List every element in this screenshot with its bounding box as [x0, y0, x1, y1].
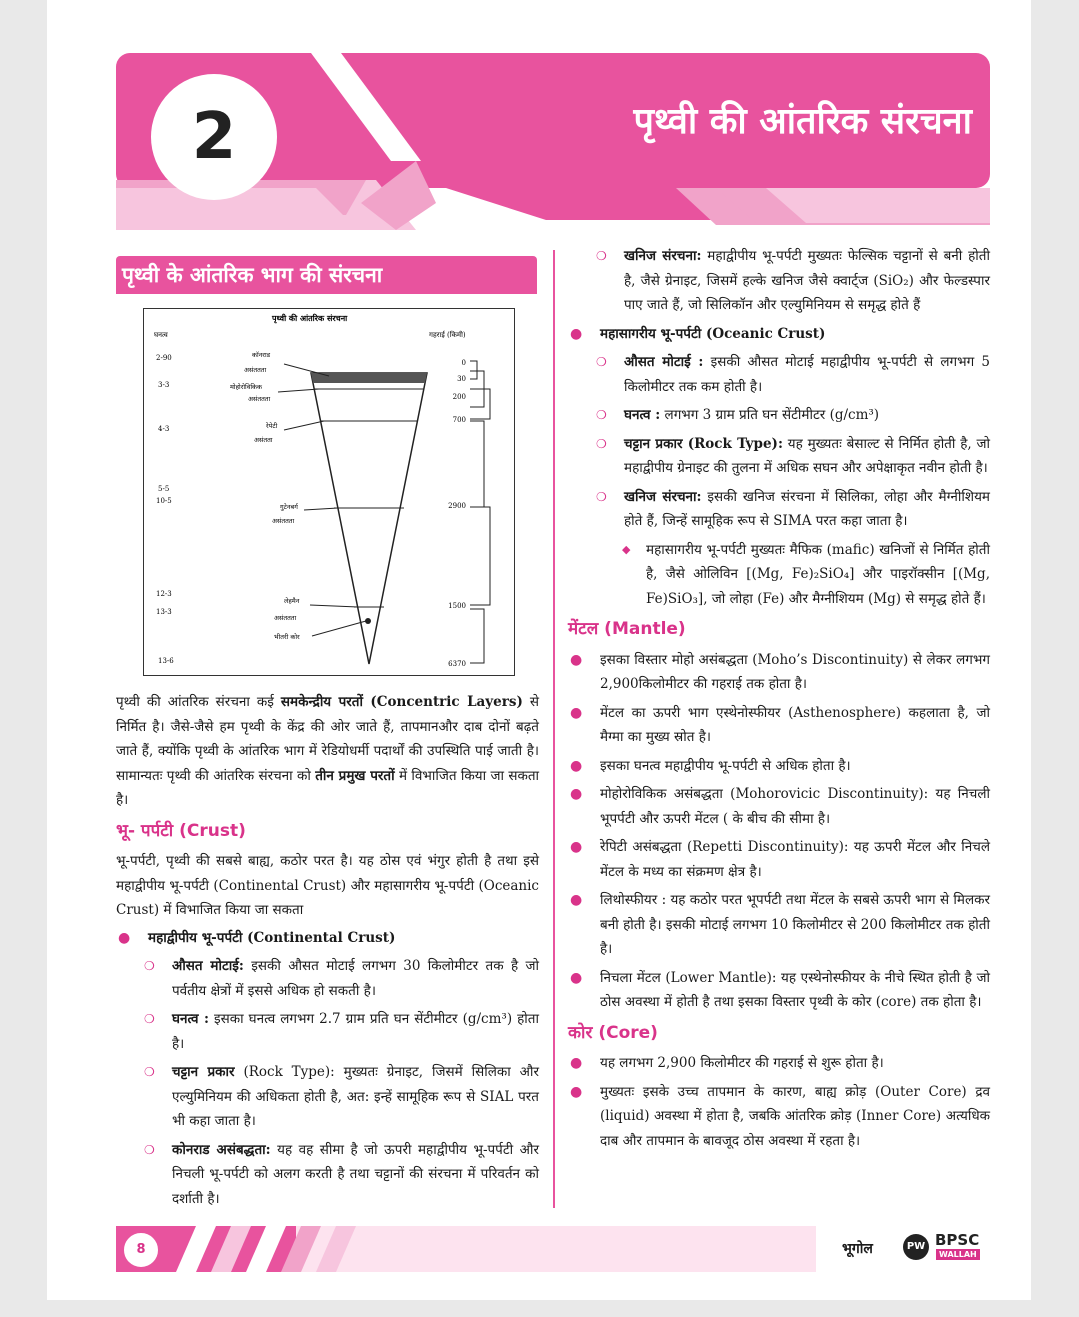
crust-heading: भू- पर्पटी (Crust) — [116, 820, 246, 841]
depth-value: 1500 — [448, 602, 466, 610]
earth-structure-figure — [143, 308, 515, 676]
mantle-heading: मेंटल (Mantle) — [568, 619, 686, 639]
depth-value: 2900 — [448, 502, 466, 510]
list-item: ● इसका घनत्व महाद्वीपीय भू-पर्पटी से अधिक होता है। — [570, 757, 851, 774]
list-item: ❍ औसत मोटाई: इसकी औसत मोटाई लगभग 30 किलोमीटर तक है जो पर्वतीय क्षेत्रों में इससे अधिक हो सकती है। — [144, 958, 539, 999]
label-disc: असंततता — [248, 395, 271, 403]
density-value: 12-3 — [156, 590, 172, 598]
list-item: ❍ चट्टान प्रकार (Rock Type): मुख्यतः ग्रेनाइट, जिसमें सिलिका और एल्युमिनियम की अधिकता होती है, अत: इन्हें सामूहिक रूप से SIAL परत भी कहा जाता है। — [144, 1064, 539, 1129]
list-item: ● लिथोस्फीयर : यह कठोर परत भूपर्पटी तथा मेंटल के सबसे ऊपरी भाग से मिलकर बनी होती है। इसकी मोटाई लगभग 10 किलोमीटर से 200 किलोमीटर तक होती है। — [570, 892, 990, 957]
density-values — [156, 354, 174, 665]
density-value: 13-3 — [156, 608, 172, 616]
label-lehmann: लेहमैन — [284, 597, 300, 605]
label-inner-core: भीतरी कोर — [274, 633, 300, 641]
column-divider — [553, 250, 555, 1208]
list-item: ● रेपिटी असंबद्धता (Repetti Discontinuity): यह ऊपरी मेंटल और निचले मेंटल के मध्य का संक्रमण क्षेत्र है। — [570, 839, 990, 880]
figure-title: पृथ्वी की आंतरिक संरचना — [272, 313, 348, 323]
page-number: 8 — [124, 1233, 158, 1267]
crust-intro: भू-पर्पटी, पृथ्वी की सबसे बाह्य, कठोर परत है। यह ठोस एवं भंगुर होती है तथा इसे महाद्वीपीय भू-पर्पटी (Continental Crust) और महासागरीय भू-पर्पटी (Oceanic Crust) में विभाजित किया जा सकता — [116, 853, 539, 918]
intro-paragraph: पृथ्वी की आंतरिक संरचना कई समकेन्द्रीय परतों (Concentric Layers) से निर्मित है। जैसे-जैसे हम पृथ्वी के केंद्र की ओर जाते हैं, तापमानऔर दाब दोनों बढ़ते जाते हैं, क्योंकि पृथ्वी के आंतरिक भाग में रेडियोधर्मी पदार्थों की उपस्थिति पाई जाती है। सामान्यतः पृथ्वी की आंतरिक संरचना को तीन प्रमुख परतों में विभाजित किया जा सकता है। — [116, 694, 540, 808]
list-item: ◆ महासागरीय भू-पर्पटी मुख्यतः मैफिक (mafic) खनिजों से निर्मित होती है, जैसे ओलिविन [(Mg, Fe)₂SiO₄] और पाइरॉक्सीन [(Mg, Fe)SiO₃], जो लोहा (Fe) और मैग्नीशियम (Mg) से समृद्ध होते हैं। — [622, 541, 990, 607]
list-item: ❍ औसत मोटाई : इसकी औसत मोटाई महाद्वीपीय भू-पर्पटी से लगभग 5 किलोमीटर तक कम होती है। — [596, 354, 991, 395]
depth-value: 700 — [452, 416, 466, 424]
list-item: ● महाद्वीपीय भू-पर्पटी (Continental Crust) — [118, 929, 396, 946]
depth-value: 30 — [457, 375, 466, 383]
density-value: 3-3 — [158, 381, 170, 389]
depth-value: 6370 — [448, 660, 466, 668]
list-item: ● इसका विस्तार मोहो असंबद्धता (Moho’s Discontinuity) से लेकर लगभग 2,900किलोमीटर की गहराई तक होता है। — [570, 651, 990, 692]
right-column — [568, 244, 990, 1157]
label-gutenberg: गुटेनबर्ग — [280, 503, 298, 511]
crust-layer — [311, 373, 427, 383]
chapter-number: 2 — [151, 74, 277, 200]
left-column — [116, 690, 539, 1215]
brand-sub: WALLAH — [936, 1249, 980, 1260]
label-conrad: कॉनराड — [252, 351, 271, 359]
density-value: 10-5 — [156, 497, 172, 505]
depth-label: गहराई (किमी) — [429, 331, 466, 339]
list-item: ❍ कोनराड असंबद्धता: यह वह सीमा है जो ऊपरी महाद्वीपीय भू-पर्पटी और निचली भू-पर्पटी को अलग करती है तथा चट्टानों की संरचना में परिवर्तन को दर्शाती है। — [144, 1141, 539, 1207]
density-value: 4-3 — [158, 425, 170, 433]
density-value: 13-6 — [158, 657, 174, 665]
label-disc: असंततता — [274, 614, 297, 622]
list-item: ● निचला मेंटल (Lower Mantle): यह एस्थेनोस्फीयर के नीचे स्थित होती है जो ठोस अवस्था में होती है तथा इसका विस्तार पृथ्वी के कोर (core) तक होता है। — [570, 969, 990, 1010]
depth-value: 0 — [461, 359, 466, 367]
list-item: ❍ घनत्व : इसका घनत्व लगभग 2.7 ग्राम प्रति घन सेंटीमीटर (g/cm³) होता है। — [144, 1011, 539, 1052]
label-disc: असंततता — [244, 366, 267, 374]
depth-value: 200 — [452, 393, 466, 401]
label-repetti: रेपेटी — [266, 422, 278, 430]
list-item: ❍ खनिज संरचना: महाद्वीपीय भू-पर्पटी मुख्यतः फेल्सिक चट्टानों से बनी होती है, जैसे ग्रेनाइट, जिसमें हल्के खनिज जैसे क्वार्ट्ज (SiO₂) और फेल्डस्पार पाए जाते हैं, जो सिलिकॉन और एल्युमिनियम से समृद्ध होते हैं — [596, 248, 990, 313]
list-item: ❍ खनिज संरचना: इसकी खनिज संरचना में सिलिका, लोहा और मैग्नीशियम होते हैं, जिन्हें सामूहिक रूप से SIMA परत कहा जाता है। — [596, 488, 990, 529]
list-item: ❍ चट्टान प्रकार (Rock Type): यह मुख्यतः बेसाल्ट से निर्मित होती है, जो महाद्वीपीय ग्रेनाइट की तुलना में अधिक सघन और अपेक्षाकृत नवीन होती है। — [596, 435, 991, 476]
density-value: 5-5 — [158, 485, 170, 493]
chapter-title: पृथ्वी की आंतरिक संरचना — [633, 101, 972, 142]
list-item: ● मोहोरोविकिक असंबद्धता (Mohorovicic Discontinuity): यह निचली भूपर्पटी और ऊपरी मेंटल ( के बीच की सीमा है। — [570, 786, 990, 827]
list-item: ● मेंटल का ऊपरी भाग एस्थेनोस्फीयर (Asthenosphere) कहलाता है, जो मैग्मा का मुख्य स्रोत है। — [570, 704, 990, 745]
label-disc: असंतता — [254, 436, 273, 444]
brand-logo: BPSC — [935, 1231, 980, 1249]
label-moho: मोहोरोविकिक — [230, 383, 263, 391]
list-item: ● महासागरीय भू-पर्पटी (Oceanic Crust) — [570, 325, 826, 342]
section-heading: पृथ्वी के आंतरिक भाग की संरचना — [116, 256, 537, 294]
footer-subject: भूगोल — [842, 1241, 873, 1257]
pw-logo: PW — [903, 1234, 929, 1260]
density-value: 2-90 — [156, 354, 172, 362]
label-disc: असंततता — [272, 517, 295, 525]
core-heading: कोर (Core) — [568, 1022, 658, 1043]
list-item: ❍ घनत्व : लगभग 3 ग्राम प्रति घन सेंटीमीटर (g/cm³) — [596, 407, 880, 423]
list-item: ● मुख्यतः इसके उच्च तापमान के कारण, बाह्य क्रोड़ (Outer Core) द्रव (liquid) अवस्था में होता है, जबकि आंतरिक क्रोड़ (Inner Core) अत्यधिक दाब और तापमान के बावजूद ठोस अवस्था में रहता है। — [570, 1083, 990, 1149]
density-label: घनत्व — [154, 331, 168, 339]
list-item: ● यह लगभग 2,900 किलोमीटर की गहराई से शुरू होता है। — [570, 1055, 884, 1071]
